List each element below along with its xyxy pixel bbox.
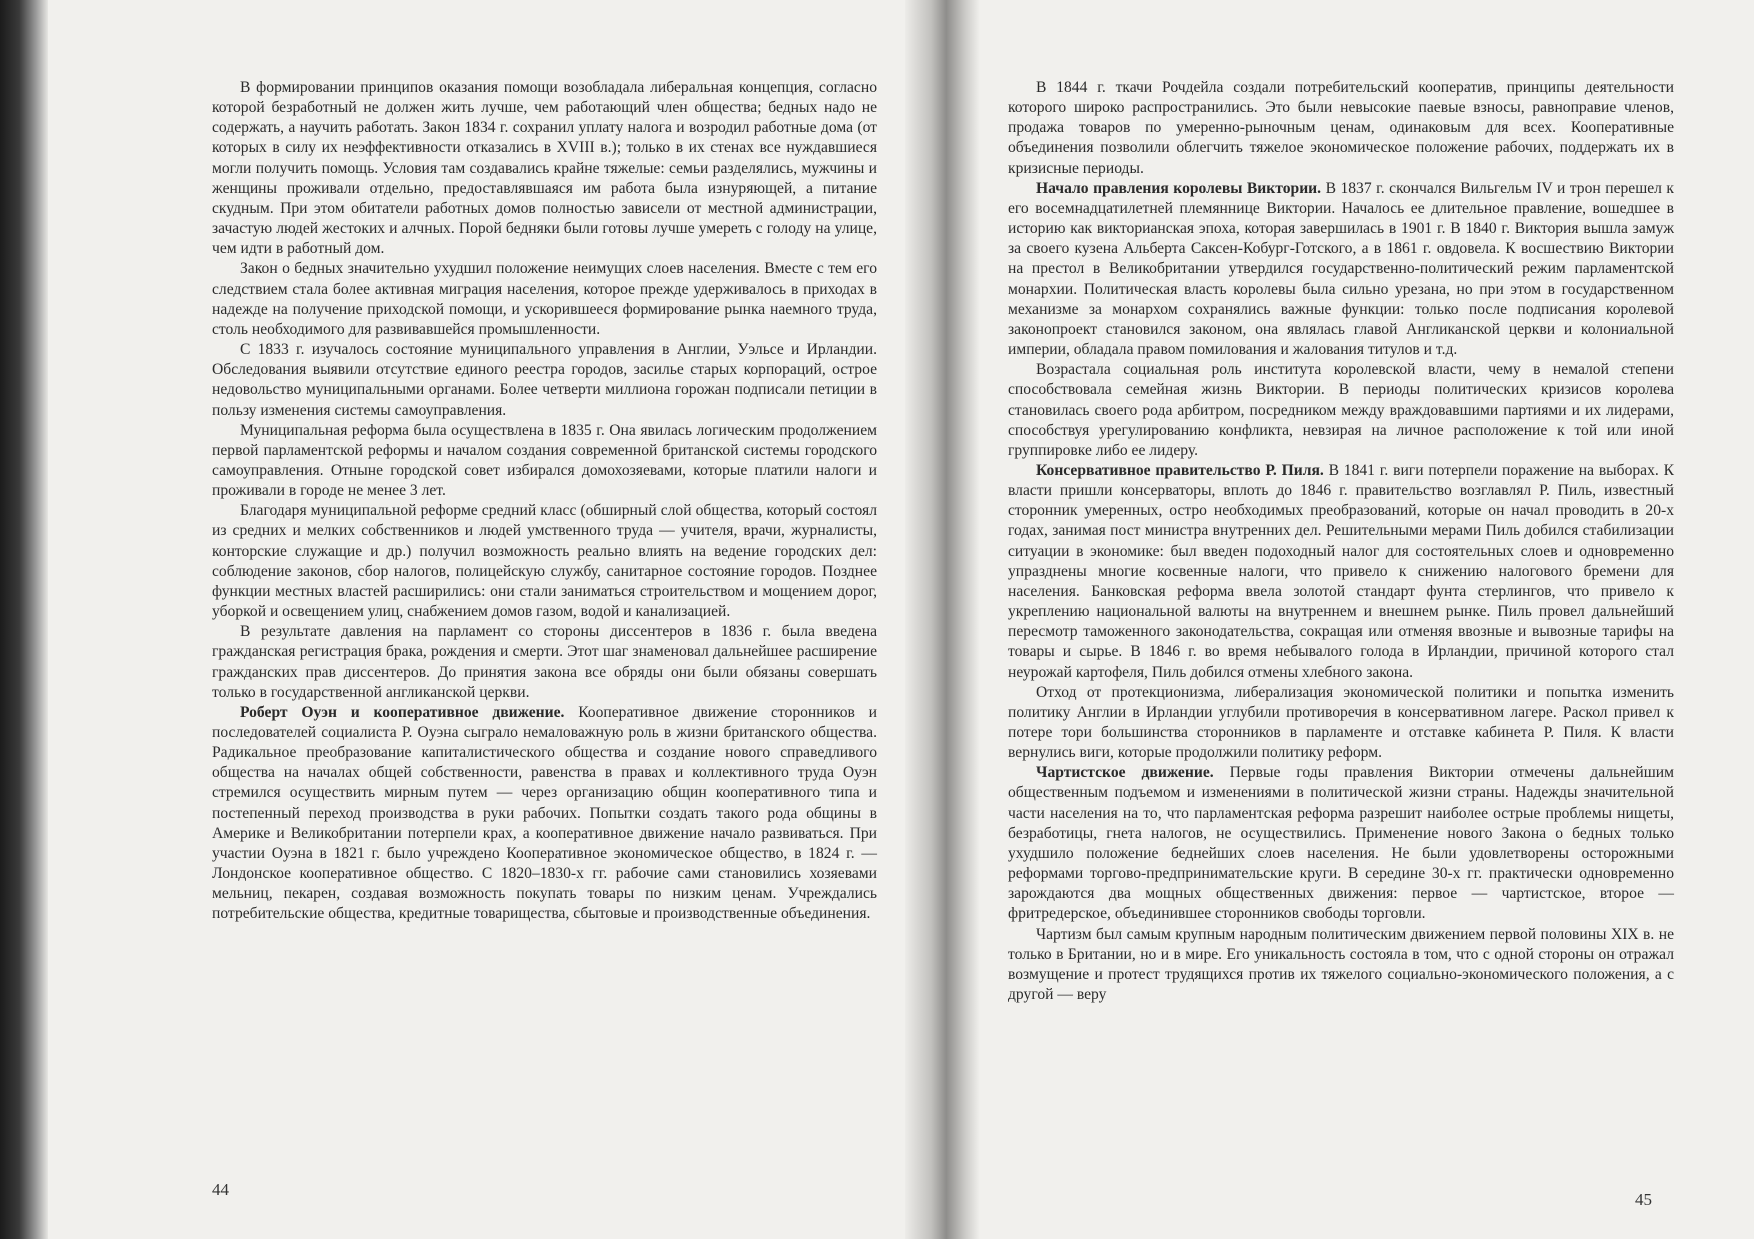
paragraph-peel: Консервативное правительство Р. Пиля. В 1841 г. виги потерпели поражение на выборах. К власти пришли консерваторы, вплоть до 1846 г. правительство возглавлял Р. Пиль, известный сторонник умеренных, остро необходимых преобразований, которые он начал проводить в 20-х годах, занимая пост министра внутренних дел. Решительными мерами Пиль добился стабилизации ситуации в экономике: был введен подоходный налог для состоятельных слоев и одновременно упразднены многие косвенные налоги, что привело к снижению налогового бремени для населения. Банковская реформа ввела золотой стандарт фунта стерлингов, что привело к укреплению национальной валюты на внутреннем и внешнем рынке. Пиль провел дальнейший пересмотр таможенного законодательства, сокращая или отменяя ввозные и вывозные тарифы на товары и сырье. В 1846 г. во время небывалого голода в Ирландии, причиной которого стал неурожай картофеля, Пиль добился отмены хлебного закона. (1008, 461, 1674, 681)
paragraph-owen-cooperative: Роберт Оуэн и кооперативное движение. Кооперативное движение сторонников и последователей социалиста Р. Оуэна сыграло немаловажную роль в жизни британского общества. Радикальное преобразование капиталистического общества и создание нового справедливого общества на началах общей собственности, равенства в правах и коллективного труда Оуэн стремился осуществить мирным путем — через организацию общин кооперативного типа и постепенный переход производства в руки рабочих. Попытки создать такого рода общины в Америке и Великобритании потерпели крах, а кооперативное движение начало развиваться. При участии Оуэна в 1821 г. было учреждено Кооперативное экономическое общество, в 1824 г. — Лондонское кооперативное общество. С 1820–1830-х гг. рабочие сами становились хозяевами мельниц, пекарен, создавая возможность покупать товары по низким ценам. Учреждались потребительские общества, кредитные товарищества, сбытовые и производственные объединения. (212, 703, 877, 923)
section-heading: Консервативное правительство Р. Пиля. (1036, 461, 1324, 479)
paragraph: Муниципальная реформа была осуществлена в 1835 г. Она явилась логическим продолжением первой парламентской реформы и началом создания современной британской системы городского самоуправления. Отныне городской совет избирался домохозяевами, которые платили налоги и проживали в городе не менее 3 лет. (212, 421, 877, 500)
paragraph-victoria: Начало правления королевы Виктории. В 1837 г. скончался Вильгельм IV и трон перешел к его восемнадцатилетней племяннице Виктории. Началось ее длительное правление, вошедшее в историю как викторианская эпоха, которая завершилась в 1901 г. В 1840 г. Виктория вышла замуж за своего кузена Альберта Саксен-Кобург-Готского, а в 1861 г. овдовела. К восшествию Виктории на престол в Великобритании утвердился государственно-политический режим парламентской монархии. Политическая власть королевы была сильно урезана, но при этом в государственном механизме за монархом сохранялись важные функции: только после подписания королевой законопроект становился законом, она являлась главой Англиканской церкви и колониальной империи, обладала правом помилования и жалования титулов и т.д. (1008, 179, 1674, 359)
paragraph: Благодаря муниципальной реформе средний класс (обширный слой общества, который состоял из средних и мелких собственников и людей умственного труда — учителя, врачи, журналисты, конторские служащие и др.) получил возможность реально влиять на ведение городских дел: соблюдение законов, сбор налогов, полицейскую службу, санитарное состояние городов. Позднее функции местных властей расширились: они стали заниматься строительством и мощением дорог, уборкой и освещением улиц, снабжением домов газом, водой и канализацией. (212, 502, 877, 621)
paragraph: Закон о бедных значительно ухудшил положение неимущих слоев населения. Вместе с тем его следствием стала более активная миграция населения, которое прежде удерживалось в приходах в надежде на получение приходской помощи, и ускорившееся формирование рынка наемного труда, столь необходимого для развивавшейся промышленности. (212, 260, 877, 338)
scan-edge-shadow (0, 0, 48, 1239)
paragraph: Возрастала социальная роль института королевской власти, чему в немалой степени способствовала семейная жизнь Виктории. В периоды политических кризисов королева становилась своего рода арбитром, посредником между враждовавшими партиями и их лидерами, способствуя урегулированию конфликта, невзирая на личное расположение к той или иной группировке либо ее лидеру. (1008, 361, 1674, 459)
section-heading: Чартистское движение. (1036, 764, 1214, 782)
right-page-text (1008, 78, 1674, 1198)
paragraph: С 1833 г. изучалось состояние муниципального управления в Англии, Уэльсе и Ирландии. Обследования выявили отсутствие единого реестра городов, засилье старых корпораций, острое недовольство муниципальными органами. Более четверти миллиона горожан подписали петиции в пользу изменения системы самоуправления. (212, 341, 877, 419)
left-page-text (212, 78, 877, 1198)
section-heading: Роберт Оуэн и кооперативное движение. (240, 703, 565, 721)
paragraph: Чартизм был самым крупным народным политическим движением первой половины XIX в. не только в Британии, но и в мире. Его уникальность состояла в том, что с одной стороны он отражал возмущение и протест трудящихся против их тяжелого социально-экономического положения, а с другой — веру (1008, 925, 1674, 1004)
page-number-left: 44 (212, 1180, 229, 1199)
section-heading: Начало правления королевы Виктории. (1036, 179, 1322, 197)
paragraph: В результате давления на парламент со стороны диссентеров в 1836 г. была введена гражданская регистрация брака, рождения и смерти. Этот шаг знаменовал дальнейшее расширение гражданских прав диссентеров. До принятия закона все обряды они были обязаны совершать только в государственной англиканской церкви. (212, 623, 877, 701)
book-gutter-shadow (905, 0, 980, 1239)
paragraph: Отход от протекционизма, либерализация экономической политики и попытка изменить политику Англии в Ирландии углубили противоречия в консервативном лагере. Раскол привел к потере тори большинства сторонников в парламенте и отставке кабинета Р. Пиля. К власти вернулись виги, которые продолжили политику реформ. (1008, 683, 1674, 762)
paragraph: В формировании принципов оказания помощи возобладала либеральная концепция, согласно которой безработный не должен жить лучше, чем работающий член общества; бедных надо не содержать, а научить работать. Закон 1834 г. сохранил уплату налога и возродил работные дома (от которых в силу их неэффективности отказались в XVIII в.); только в их стенах все нуждавшиеся могли получить помощь. Условия там создавались крайне тяжелые: семьи разделялись, мужчины и женщины проживали отдельно, предоставлявшаяся им работа была изнуряющей, а питание скудным. При этом обитатели работных домов полностью зависели от местной администрации, зачастую людей жестоких и алчных. Порой бедняки были готовы лучше умереть с голоду на улице, чем идти в работный дом. (212, 79, 877, 258)
paragraph-chartism: Чартистское движение. Первые годы правления Виктории отмечены дальнейшим общественным подъемом и изменениями в политической жизни страны. Надежды значительной части населения на то, что парламентская реформа разрешит наиболее острые проблемы нищеты, безработицы, гнета налогов, не осуществились. Применение нового Закона о бедных только ухудшило положение беднейших слоев населения. Не были удовлетворены осторожными реформами торгово-предпринимательские круги. В середине 30-х гг. практически одновременно зарождаются два мощных общественных движения: первое — чартистское, второе — фритредерское, объединившее сторонников свободы торговли. (1008, 764, 1674, 923)
page-number-right: 45 (1635, 1190, 1652, 1209)
paragraph: В 1844 г. ткачи Рочдейла создали потребительский кооператив, принципы деятельности которого широко распространились. Это были невысокие паевые взносы, равноправие членов, продажа товаров по умеренно-рыночным ценам, одинаковым для всех. Кооперативные объединения позволили облегчить тяжелое экономическое положение рабочих, поддержать их в кризисные периоды. (1008, 79, 1674, 177)
